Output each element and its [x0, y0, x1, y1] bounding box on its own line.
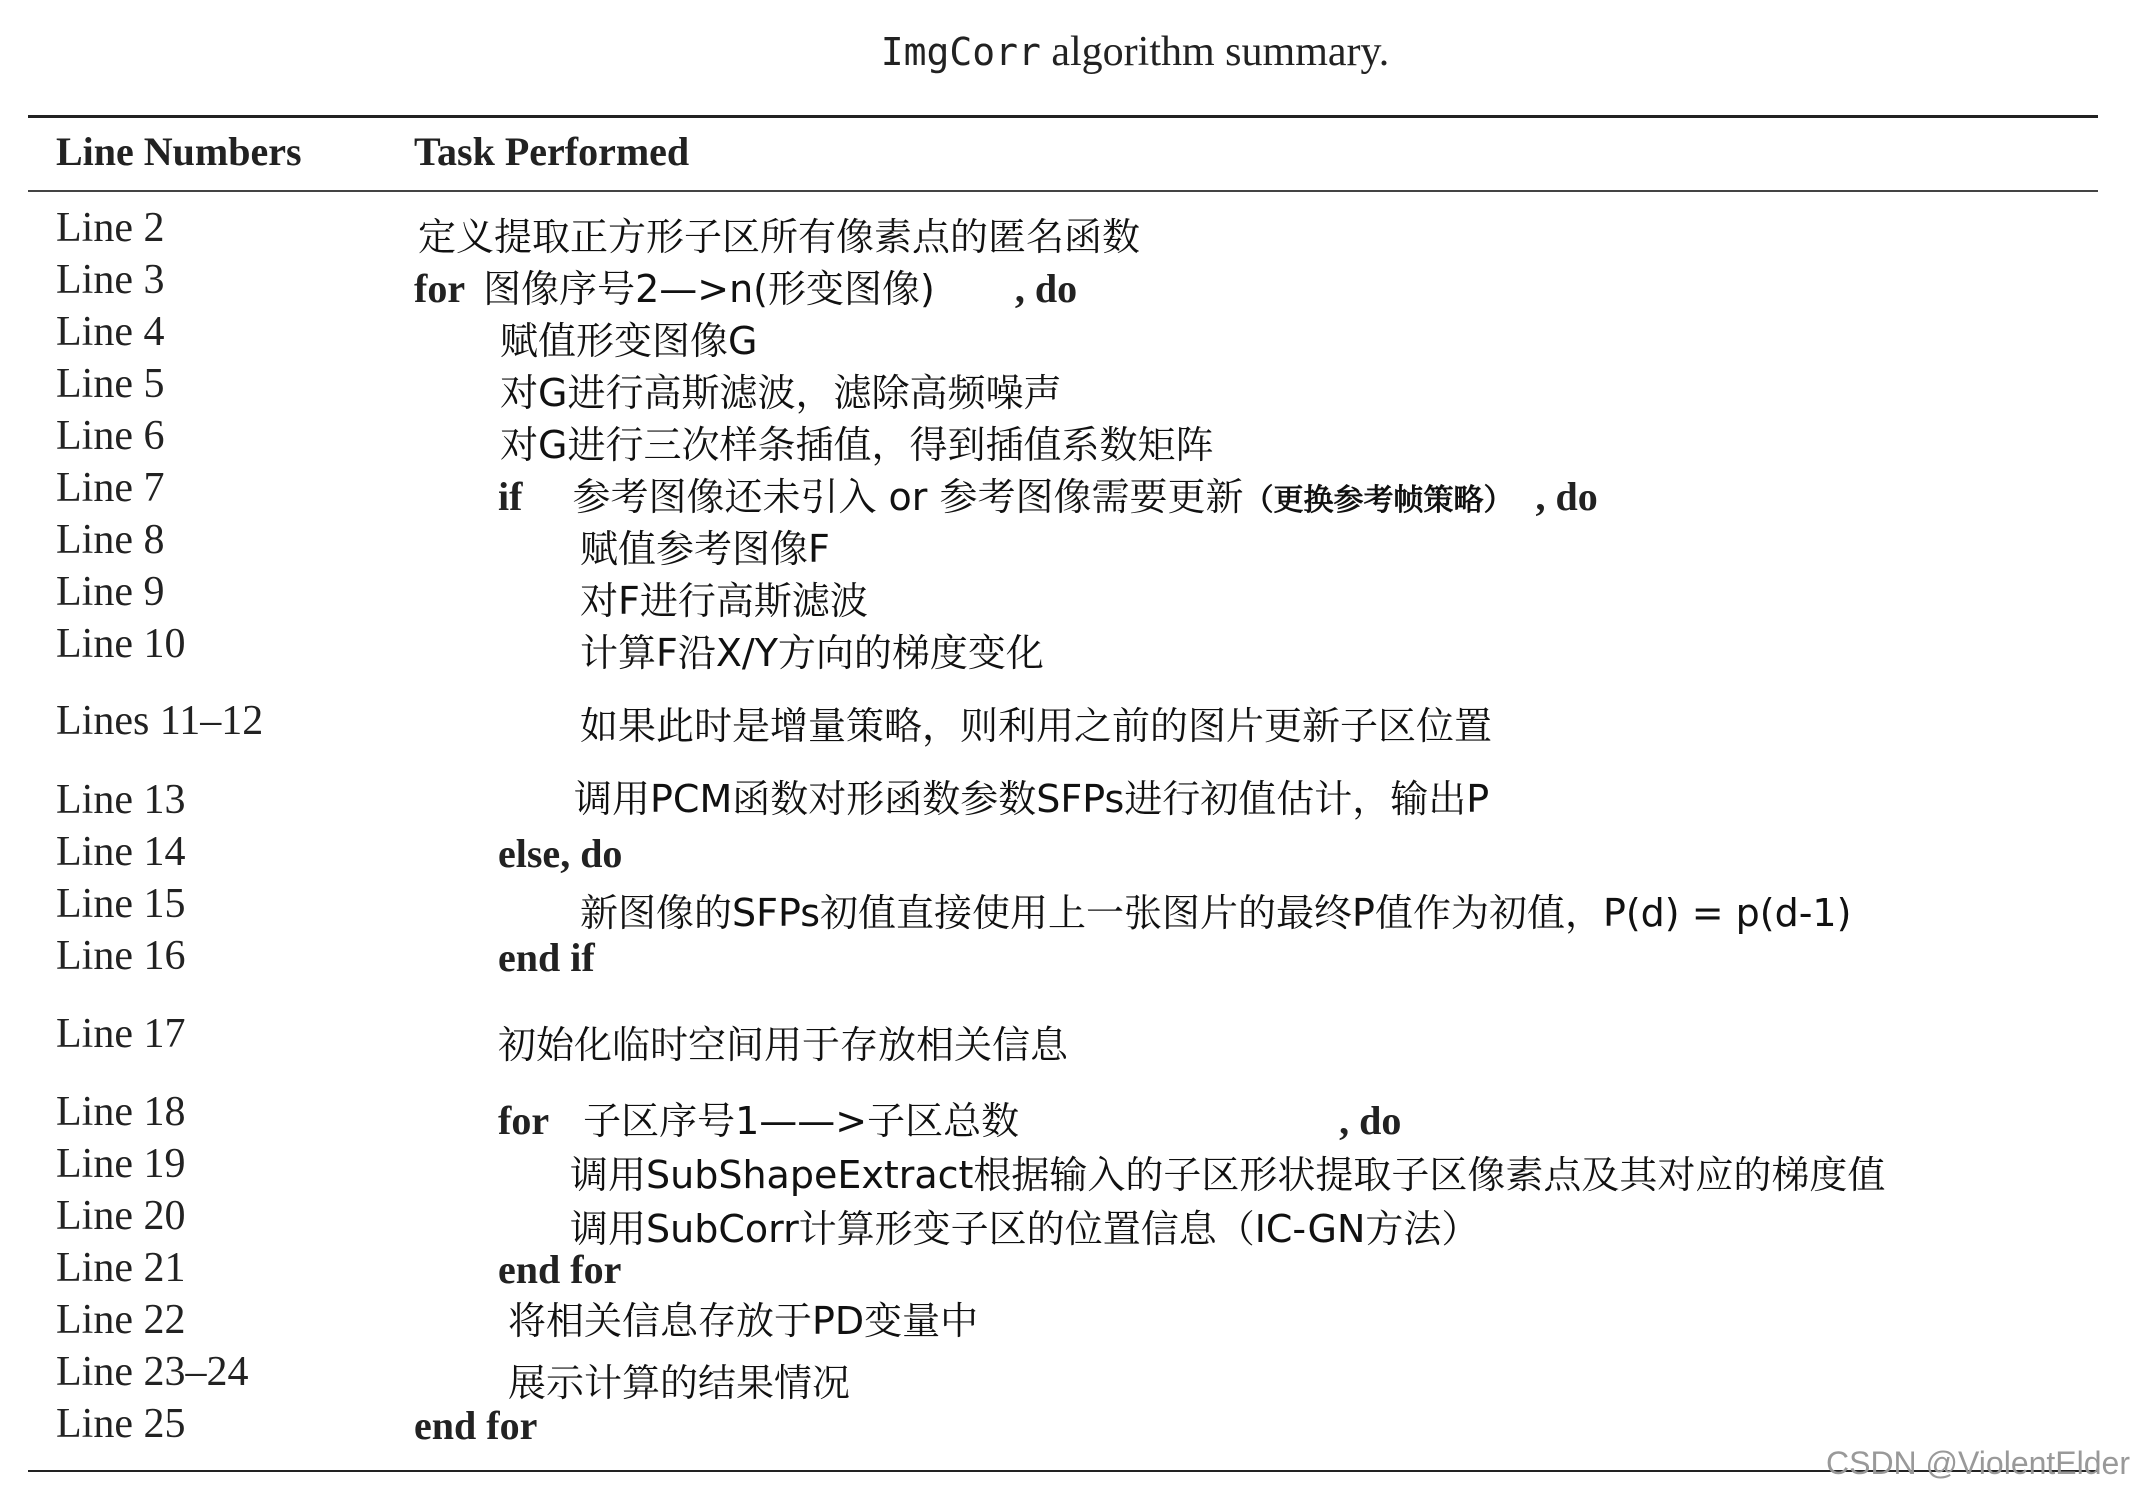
line-number: Line 18: [56, 1089, 186, 1135]
task-text: 新图像的SFPs初值直接使用上一张图片的最终P值作为初值，P(d) = p(d-1): [580, 891, 1852, 935]
line-number: Line 3: [56, 257, 165, 303]
task-line-16: [498, 934, 595, 981]
line-number: Line 15: [56, 881, 186, 927]
task-text: 对F进行高斯滤波: [580, 579, 868, 623]
caption-code: ImgCorr: [880, 30, 1041, 74]
line-number: Line 25: [56, 1401, 186, 1447]
task-text: 调用SubCorr计算形变子区的位置信息（IC-GN方法）: [570, 1207, 1480, 1251]
line-number: Line 10: [56, 621, 186, 667]
task-text: 将相关信息存放于PD变量中: [508, 1299, 979, 1343]
bottom-rule: [28, 1470, 2098, 1472]
task-text: 对G进行三次样条插值，得到插值系数矩阵: [500, 423, 1214, 467]
header-task-performed: Task Performed: [414, 129, 690, 174]
task-line-25: [414, 1402, 537, 1449]
line-number: Line 13: [56, 777, 186, 823]
line-number: Line 19: [56, 1141, 186, 1187]
keyword-end-if: end if: [498, 935, 595, 980]
task-line-21: [498, 1246, 621, 1293]
header-line-numbers: Line Numbers: [56, 129, 302, 174]
line-number: Line 6: [56, 413, 165, 459]
line-number: Line 9: [56, 569, 165, 615]
line-number: Line 17: [56, 1011, 186, 1057]
keyword-do: , do: [1014, 266, 1078, 311]
task-text: 初始化临时空间用于存放相关信息: [498, 1023, 1069, 1067]
line-number: Line 23–24: [56, 1349, 249, 1395]
line-number: Line 2: [56, 205, 165, 251]
table-caption: [0, 28, 2140, 76]
task-text: 如果此时是增量策略，则利用之前的图片更新子区位置: [580, 704, 1493, 748]
keyword-end-for: end for: [498, 1247, 622, 1292]
keyword-if: if: [498, 474, 523, 519]
task-text: 展示计算的结果情况: [508, 1361, 851, 1405]
keyword-do: , do: [1535, 474, 1598, 519]
task-text: 赋值形变图像G: [500, 319, 758, 363]
task-text: 图像序号2—>n(形变图像): [483, 267, 935, 311]
task-text: 调用PCM函数对形函数参数SFPs进行初值估计，输出P: [574, 777, 1490, 821]
task-line-7: [498, 466, 1598, 521]
task-line-18: [498, 1090, 1401, 1145]
keyword-end-for: end for: [414, 1403, 538, 1448]
keyword-for: for: [498, 1098, 550, 1143]
line-number: Line 7: [56, 465, 165, 511]
task-text: 赋值参考图像F: [580, 527, 830, 571]
task-text: 子区序号1——>子区总数: [583, 1099, 1020, 1143]
line-number: Line 22: [56, 1297, 186, 1343]
line-number: Line 8: [56, 517, 165, 563]
keyword-else-do: else, do: [498, 831, 623, 876]
task-text: 计算F沿X/Y方向的梯度变化: [580, 631, 1044, 675]
task-line-14: [498, 830, 622, 877]
task-text: 定义提取正方形子区所有像素点的匿名函数: [418, 215, 1141, 259]
line-number: Line 21: [56, 1245, 186, 1291]
top-rule: [28, 115, 2098, 118]
task-note: （更换参考帧策略）: [1243, 483, 1514, 518]
keyword-for: for: [414, 266, 466, 311]
task-text: 调用SubShapeExtract根据输入的子区形状提取子区像素点及其对应的梯度值: [570, 1153, 1886, 1197]
line-number: Line 5: [56, 361, 165, 407]
watermark: CSDN @ViolentElder: [1825, 1445, 2130, 1481]
task-text: 对G进行高斯滤波，滤除高频噪声: [500, 371, 1062, 415]
header-rule: [28, 190, 2098, 192]
keyword-do: , do: [1339, 1098, 1402, 1143]
caption-text: algorithm summary.: [1040, 29, 1390, 75]
task-text: 参考图像还未引入 or 参考图像需要更新: [572, 475, 1244, 519]
line-number: Lines 11–12: [56, 698, 264, 744]
line-number: Line 20: [56, 1193, 186, 1239]
task-line-3: [414, 258, 1077, 313]
line-number: Line 4: [56, 309, 165, 355]
line-number: Line 14: [56, 829, 186, 875]
line-number: Line 16: [56, 933, 186, 979]
